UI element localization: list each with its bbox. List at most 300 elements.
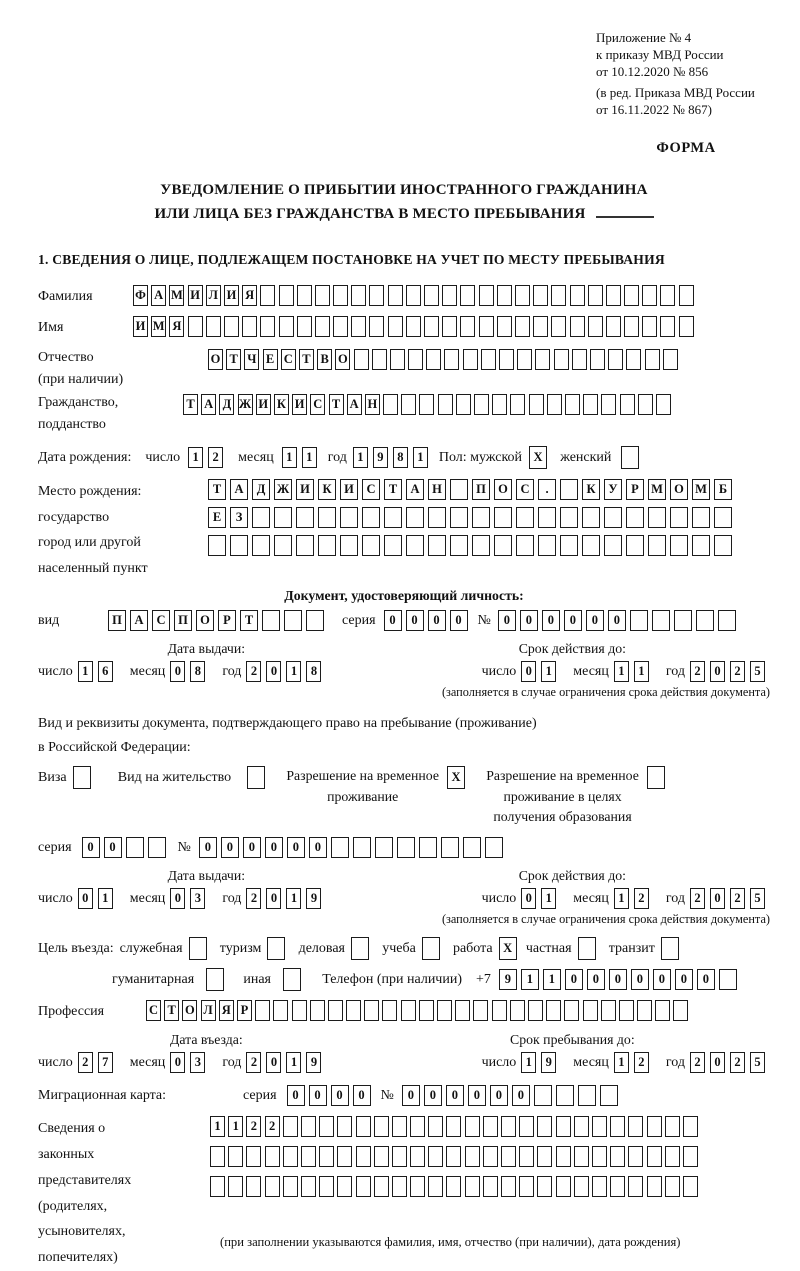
surname-label: Фамилия xyxy=(38,288,93,304)
residence-number-label: № xyxy=(177,839,191,855)
form-cell xyxy=(279,316,294,337)
form-cell xyxy=(578,937,596,960)
form-cell xyxy=(501,1176,516,1197)
form-cell: О xyxy=(196,610,214,631)
form-cell: 1 xyxy=(521,969,539,990)
form-cell: М xyxy=(692,479,710,500)
form-cell xyxy=(410,1116,425,1137)
form-cell: П xyxy=(174,610,192,631)
form-cell: З xyxy=(230,507,248,528)
form-cell xyxy=(230,535,248,556)
form-cell xyxy=(479,285,494,306)
migration-card-label: Миграционная карта: xyxy=(38,1087,167,1103)
form-cell: . xyxy=(538,479,556,500)
form-cell xyxy=(392,1146,407,1167)
form-cell: 0 xyxy=(565,969,583,990)
purpose-transit-checkbox xyxy=(661,937,682,960)
form-cell xyxy=(683,1116,698,1137)
form-cell: И xyxy=(340,479,358,500)
form-cell: 2 xyxy=(690,661,705,682)
entry-year-cells xyxy=(246,1052,326,1073)
purpose-humanitarian-label: гуманитарная xyxy=(112,971,195,987)
form-cell xyxy=(570,316,585,337)
form-cell: 9 xyxy=(541,1052,556,1073)
form-cell xyxy=(465,1116,480,1137)
form-cell: М xyxy=(648,479,666,500)
form-cell xyxy=(260,316,275,337)
form-cell: 0 xyxy=(586,610,604,631)
form-cell: 9 xyxy=(306,888,321,909)
form-cell: 0 xyxy=(521,888,536,909)
form-cell: 1 xyxy=(286,888,301,909)
form-cell: 0 xyxy=(266,1052,281,1073)
form-cell: К xyxy=(274,394,289,415)
form-cell xyxy=(340,507,358,528)
title-underline-blank xyxy=(596,216,654,218)
form-cell xyxy=(483,1116,498,1137)
form-cell xyxy=(408,349,423,370)
form-cell xyxy=(628,1176,643,1197)
form-cell: 0 xyxy=(104,837,122,858)
form-cell xyxy=(590,349,605,370)
form-cell xyxy=(419,837,437,858)
form-cell xyxy=(354,349,369,370)
doc-number-cells xyxy=(498,610,740,631)
birthplace-row3 xyxy=(208,535,736,556)
form-cell xyxy=(442,285,457,306)
residence-number-cells xyxy=(199,837,507,858)
form-cell: X xyxy=(529,446,547,469)
form-cell: А xyxy=(201,394,216,415)
purpose-row2 xyxy=(38,968,770,991)
form-cell: В xyxy=(317,349,332,370)
phone-prefix: +7 xyxy=(476,971,491,987)
form-cell xyxy=(529,394,544,415)
form-cell: 8 xyxy=(190,661,205,682)
form-cell xyxy=(406,316,421,337)
representatives-block xyxy=(38,1116,770,1271)
citizenship-label: Гражданство, подданство xyxy=(38,395,119,433)
expiry-date-label: Срок действия до: xyxy=(518,641,626,657)
purpose-official-checkbox xyxy=(189,937,210,960)
form-cell xyxy=(638,394,653,415)
profession-cells xyxy=(146,1000,692,1021)
form-cell xyxy=(148,837,166,858)
form-cell xyxy=(463,837,481,858)
temp-education-checkbox xyxy=(647,766,668,789)
form-cell: 0 xyxy=(384,610,402,631)
form-cell xyxy=(485,837,503,858)
form-cell xyxy=(560,507,578,528)
form-cell xyxy=(301,1176,316,1197)
form-cell: 0 xyxy=(521,661,536,682)
form-cell: 0 xyxy=(450,610,468,631)
migration-number-label: № xyxy=(380,1087,394,1103)
birthdate-row xyxy=(38,446,770,469)
profession-label: Профессия xyxy=(38,1003,105,1019)
purpose-transit-label: транзит xyxy=(608,940,655,956)
form-cell xyxy=(255,1000,270,1021)
form-cell: Т xyxy=(384,479,402,500)
form-cell xyxy=(588,285,603,306)
birthplace-block xyxy=(38,479,770,583)
form-cell xyxy=(450,535,468,556)
form-cell xyxy=(401,394,416,415)
issue-date-label: Дата выдачи: xyxy=(167,641,246,657)
form-cell: Т xyxy=(299,349,314,370)
doc-series-cells xyxy=(384,610,472,631)
form-cell xyxy=(392,1176,407,1197)
form-cell: X xyxy=(499,937,517,960)
form-cell xyxy=(519,1116,534,1137)
purpose-row1 xyxy=(38,937,770,960)
doc-series-label: серия xyxy=(342,613,376,629)
form-cell xyxy=(534,1085,552,1106)
form-cell xyxy=(210,1146,225,1167)
residence-expiry-label: Срок действия до: xyxy=(518,867,626,883)
form-cell: Л xyxy=(201,1000,216,1021)
form-cell xyxy=(383,394,398,415)
form-cell: Р xyxy=(626,479,644,500)
form-cell xyxy=(519,1176,534,1197)
form-cell xyxy=(224,316,239,337)
form-cell: Ж xyxy=(274,479,292,500)
form-cell: 0 xyxy=(309,837,327,858)
form-cell xyxy=(497,285,512,306)
form-cell xyxy=(600,1085,618,1106)
form-cell xyxy=(315,316,330,337)
form-cell xyxy=(533,285,548,306)
migration-series-cells xyxy=(287,1085,375,1106)
form-cell xyxy=(267,937,285,960)
form-cell: М xyxy=(169,285,184,306)
form-cell xyxy=(556,1146,571,1167)
form-cell: 8 xyxy=(393,447,408,468)
form-cell xyxy=(446,1116,461,1137)
form-cell xyxy=(679,316,694,337)
stay-month-cells xyxy=(614,1052,654,1073)
form-cell: Е xyxy=(263,349,278,370)
form-cell xyxy=(337,1146,352,1167)
form-cell xyxy=(273,1000,288,1021)
form-cell xyxy=(670,535,688,556)
residence-doc-intro: Вид и реквизиты документа, подтверждающего право на пребывание (проживание) в Российской Федерации: xyxy=(38,716,537,756)
form-cell: Т xyxy=(240,610,258,631)
form-cell xyxy=(547,394,562,415)
form-cell xyxy=(252,507,270,528)
form-cell xyxy=(318,507,336,528)
form-cell xyxy=(620,394,635,415)
birthdate-label: Дата рождения: xyxy=(38,449,132,465)
form-cell: X xyxy=(447,766,465,789)
form-cell xyxy=(247,766,265,789)
form-cell: О xyxy=(182,1000,197,1021)
form-cell: Т xyxy=(183,394,198,415)
form-cell: 0 xyxy=(428,610,446,631)
form-cell xyxy=(450,479,468,500)
residence-issue-year-cells xyxy=(246,888,326,909)
birthplace-label: Место рождения: государство город или другой населенный пункт xyxy=(38,483,148,577)
residence-permit-option: Вид на жительство xyxy=(118,766,269,789)
form-cell: 0 xyxy=(446,1085,464,1106)
form-cell xyxy=(242,316,257,337)
temp-education-option: Разрешение на временное проживание в целях получения образования xyxy=(486,766,668,828)
form-cell xyxy=(660,285,675,306)
form-cell xyxy=(719,969,737,990)
form-cell: П xyxy=(472,479,490,500)
form-cell: Ч xyxy=(244,349,259,370)
form-cell xyxy=(660,316,675,337)
form-cell xyxy=(428,535,446,556)
form-cell: 0 xyxy=(520,610,538,631)
form-cell: 0 xyxy=(468,1085,486,1106)
form-cell xyxy=(388,316,403,337)
form-cell xyxy=(472,507,490,528)
form-cell xyxy=(426,349,441,370)
form-cell xyxy=(228,1176,243,1197)
form-cell xyxy=(537,1176,552,1197)
form-cell xyxy=(424,316,439,337)
form-cell xyxy=(551,285,566,306)
form-cell xyxy=(319,1176,334,1197)
form-cell xyxy=(665,1116,680,1137)
form-cell xyxy=(628,1116,643,1137)
form-cell xyxy=(424,285,439,306)
form-cell xyxy=(444,349,459,370)
form-cell xyxy=(670,507,688,528)
form-cell: Т xyxy=(226,349,241,370)
form-cell xyxy=(189,937,207,960)
form-cell xyxy=(533,316,548,337)
form-cell xyxy=(397,837,415,858)
temp-residence-option: Разрешение на временное проживание X xyxy=(286,766,468,807)
form-cell xyxy=(331,837,349,858)
purpose-work-label: работа xyxy=(452,940,493,956)
issue-month-cells xyxy=(170,661,210,682)
form-cell xyxy=(621,446,639,469)
form-cell xyxy=(369,285,384,306)
form-cell: 0 xyxy=(265,837,283,858)
doc-type-label: вид xyxy=(38,613,60,629)
form-cell: 2 xyxy=(634,1052,649,1073)
expiry-day-cells xyxy=(521,661,561,682)
form-cell: 2 xyxy=(246,661,261,682)
form-cell xyxy=(374,1116,389,1137)
purpose-tourism-label: туризм xyxy=(219,940,262,956)
stay-until-group: число 1 9 месяц 1 2 год 2 0 2 5 xyxy=(482,1051,770,1074)
residence-series-row xyxy=(38,836,770,859)
identity-dates-row xyxy=(38,660,770,683)
identity-expiry-note: (заполняется в случае ограничения срока действия документа) xyxy=(441,685,770,700)
form-cell: И xyxy=(256,394,271,415)
representatives-row2 xyxy=(210,1146,701,1167)
form-cell: Н xyxy=(365,394,380,415)
form-cell: 6 xyxy=(98,661,113,682)
form-cell xyxy=(283,1116,298,1137)
patronymic-cells xyxy=(208,349,681,370)
form-cell xyxy=(292,1000,307,1021)
profession-row xyxy=(38,1000,770,1023)
form-cell xyxy=(362,507,380,528)
form-cell: 0 xyxy=(353,1085,371,1106)
form-cell: 1 xyxy=(541,888,556,909)
stay-day-cells xyxy=(521,1052,561,1073)
form-cell: 2 xyxy=(634,888,649,909)
form-cell xyxy=(560,535,578,556)
form-cell xyxy=(665,1146,680,1167)
form-cell: 7 xyxy=(98,1052,113,1073)
form-cell: 3 xyxy=(190,1052,205,1073)
residence-issue-day-cells xyxy=(78,888,118,909)
form-cell xyxy=(673,1000,688,1021)
entry-day-cells xyxy=(78,1052,118,1073)
form-title-line1: УВЕДОМЛЕНИЕ О ПРИБЫТИИ ИНОСТРАННОГО ГРАЖДАНИНА xyxy=(160,182,648,199)
form-cell xyxy=(564,1000,579,1021)
form-cell: 1 xyxy=(614,1052,629,1073)
form-cell xyxy=(574,1146,589,1167)
form-cell: Ж xyxy=(238,394,253,415)
representatives-label: Сведения о законных представителях (родителях, усыновителях, попечителях) xyxy=(38,1120,132,1266)
form-cell xyxy=(446,1146,461,1167)
form-cell xyxy=(384,507,402,528)
issue-year-cells xyxy=(246,661,326,682)
form-cell xyxy=(604,535,622,556)
form-cell: 0 xyxy=(287,837,305,858)
form-cell xyxy=(337,1176,352,1197)
form-cell xyxy=(283,1146,298,1167)
residence-issue-label: Дата выдачи: xyxy=(167,867,246,883)
entry-month-cells xyxy=(170,1052,210,1073)
form-cell: 1 xyxy=(282,447,297,468)
year-label: год xyxy=(327,449,347,465)
form-cell: О xyxy=(335,349,350,370)
residence-date-headers xyxy=(38,868,770,884)
form-cell xyxy=(351,316,366,337)
form-cell: У xyxy=(604,479,622,500)
form-cell xyxy=(610,1146,625,1167)
form-cell: 0 xyxy=(675,969,693,990)
form-cell xyxy=(554,349,569,370)
form-cell xyxy=(419,1000,434,1021)
birth-day-cells xyxy=(188,447,228,468)
form-cell xyxy=(535,349,550,370)
form-cell xyxy=(663,349,678,370)
form-cell: 2 xyxy=(690,888,705,909)
form-cell: 0 xyxy=(221,837,239,858)
form-cell xyxy=(642,316,657,337)
purpose-official-label: служебная xyxy=(119,940,183,956)
form-title-line2: ИЛИ ЛИЦА БЕЗ ГРАЖДАНСТВА В МЕСТО ПРЕБЫВАНИЯ xyxy=(38,203,770,226)
firstname-row xyxy=(38,316,770,339)
form-cell xyxy=(319,1116,334,1137)
residence-expiry-note: (заполняется в случае ограничения срока действия документа) xyxy=(441,911,770,926)
form-cell xyxy=(483,1176,498,1197)
residence-doc-options xyxy=(38,766,770,828)
form-cell xyxy=(626,349,641,370)
form-cell: Е xyxy=(208,507,226,528)
appendix-line: Приложение № 4 xyxy=(596,30,692,45)
form-cell: 3 xyxy=(190,888,205,909)
form-cell: И xyxy=(296,479,314,500)
birth-year-cells xyxy=(353,447,433,468)
form-cell: А xyxy=(230,479,248,500)
form-cell: 2 xyxy=(246,888,261,909)
identity-date-headers xyxy=(38,641,770,657)
form-cell: 2 xyxy=(246,1052,261,1073)
residence-issue-month-cells xyxy=(170,888,210,909)
form-cell: 1 xyxy=(78,661,93,682)
form-cell: С xyxy=(310,394,325,415)
form-word: ФОРМА xyxy=(656,140,716,157)
form-cell xyxy=(608,349,623,370)
form-cell xyxy=(428,1116,443,1137)
form-cell xyxy=(483,1146,498,1167)
form-cell xyxy=(283,968,301,991)
form-cell xyxy=(297,285,312,306)
form-cell: Д xyxy=(252,479,270,500)
form-cell: 1 xyxy=(543,969,561,990)
form-cell: 5 xyxy=(750,1052,765,1073)
form-cell: И xyxy=(133,316,148,337)
form-cell: С xyxy=(362,479,380,500)
representatives-row3 xyxy=(210,1176,701,1197)
form-cell: 1 xyxy=(634,661,649,682)
form-cell xyxy=(428,1146,443,1167)
form-cell xyxy=(630,610,648,631)
form-cell: 2 xyxy=(265,1116,280,1137)
form-cell xyxy=(306,610,324,631)
sex-male-checkbox xyxy=(529,446,550,469)
form-cell xyxy=(647,766,665,789)
appendix-line: от 10.12.2020 № 856 xyxy=(596,63,709,79)
form-cell xyxy=(356,1116,371,1137)
form-cell xyxy=(319,1146,334,1167)
identity-doc-heading: Документ, удостоверяющий личность: xyxy=(284,588,524,604)
form-cell: 1 xyxy=(210,1116,225,1137)
entry-date-headers xyxy=(38,1032,770,1048)
form-cell xyxy=(438,394,453,415)
form-cell xyxy=(572,349,587,370)
purpose-work-checkbox xyxy=(499,937,520,960)
form-cell xyxy=(647,1116,662,1137)
form-cell xyxy=(560,479,578,500)
form-cell xyxy=(274,507,292,528)
entry-date-label: Дата въезда: xyxy=(169,1031,243,1047)
form-cell xyxy=(606,316,621,337)
form-cell: С xyxy=(146,1000,161,1021)
form-cell xyxy=(582,507,600,528)
form-cell xyxy=(655,1000,670,1021)
form-cell xyxy=(648,535,666,556)
form-cell: К xyxy=(318,479,336,500)
residence-series-cells xyxy=(82,837,170,858)
form-cell xyxy=(492,394,507,415)
form-cell xyxy=(714,535,732,556)
form-cell: 0 xyxy=(564,610,582,631)
form-cell xyxy=(472,535,490,556)
form-cell: 1 xyxy=(286,1052,301,1073)
form-cell: 2 xyxy=(730,1052,745,1073)
purpose-business-checkbox xyxy=(351,937,372,960)
form-cell xyxy=(346,1000,361,1021)
form-cell: 0 xyxy=(402,1085,420,1106)
form-cell xyxy=(516,535,534,556)
form-cell xyxy=(519,1146,534,1167)
form-cell: 1 xyxy=(614,888,629,909)
residence-dates-row xyxy=(38,887,770,910)
form-cell xyxy=(588,316,603,337)
form-cell xyxy=(246,1146,261,1167)
